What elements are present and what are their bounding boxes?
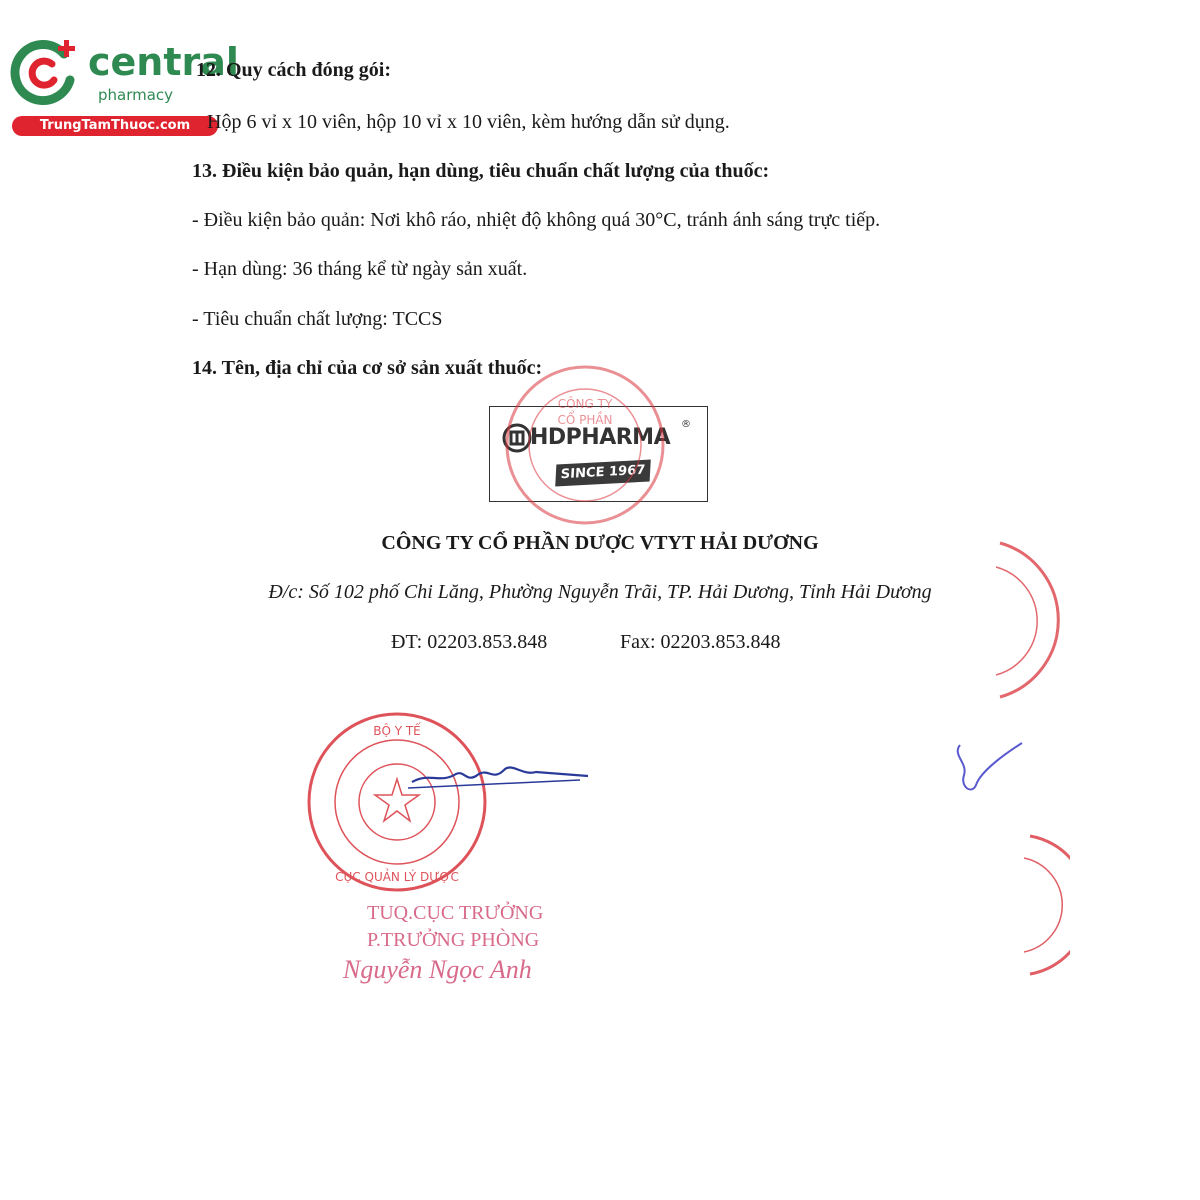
storage-condition: - Điều kiện bảo quản: Nơi khô ráo, nhiệt độ không quá 30°C, tránh ánh sáng trực tiếp.	[192, 209, 881, 231]
company-address: Đ/c: Số 102 phố Chi Lăng, Phường Nguyễn Trãi, TP. Hải Dương, Tỉnh Hải Dương	[268, 581, 932, 603]
section-12-body: Hộp 6 vỉ x 10 viên, hộp 10 vỉ x 10 viên, kèm hướng dẫn sử dụng.	[207, 111, 730, 133]
registered-mark: ®	[681, 419, 691, 430]
section-13-heading: 13. Điều kiện bảo quản, hạn dùng, tiêu chuẩn chất lượng của thuốc:	[192, 160, 770, 182]
agency-stamp-bottom: CỤC QUẢN LÝ DƯỢC	[335, 870, 459, 884]
section-14-heading: 14. Tên, địa chỉ của cơ sở sản xuất thuốc:	[192, 357, 543, 379]
watermark-url: TrungTamThuoc.com	[12, 116, 218, 136]
central-logo-icon	[8, 34, 84, 110]
expiry: - Hạn dùng: 36 tháng kể từ ngày sản xuất.	[192, 258, 528, 280]
hdpharma-logo	[489, 406, 708, 502]
company-name: CÔNG TY CỔ PHẦN DƯỢC VTYT HẢI DƯƠNG	[381, 532, 819, 554]
agency-stamp	[302, 707, 492, 897]
section-12-heading: 12. Quy cách đóng gói:	[196, 59, 392, 81]
signer-title-1: TUQ.CỤC TRƯỞNG	[367, 902, 544, 924]
quality-standard: - Tiêu chuẩn chất lượng: TCCS	[192, 308, 443, 330]
signature-right-icon	[950, 735, 1030, 805]
company-fax: Fax: 02203.853.848	[620, 631, 781, 653]
partial-stamp-right-bottom	[1010, 830, 1070, 980]
stamp-text-mid: CỔ PHẦN	[557, 413, 613, 427]
logo-since: SINCE 1967	[555, 460, 651, 487]
company-phone: ĐT: 02203.853.848	[391, 631, 548, 653]
watermark-logo	[8, 30, 239, 140]
signature-icon	[400, 752, 600, 802]
hdpharma-emblem-icon	[502, 423, 532, 453]
logo-name: HDPHARMA	[530, 425, 671, 450]
stamp-text-top: CÔNG TY	[557, 397, 613, 411]
signer-name: Nguyễn Ngọc Anh	[343, 955, 532, 984]
agency-stamp-top: BỘ Y TẾ	[373, 724, 421, 738]
watermark-brand: central	[88, 40, 239, 84]
partial-stamp-right-top	[990, 535, 1070, 705]
signer-title-2: P.TRƯỞNG PHÒNG	[367, 929, 540, 951]
watermark-sub: pharmacy	[98, 86, 174, 104]
